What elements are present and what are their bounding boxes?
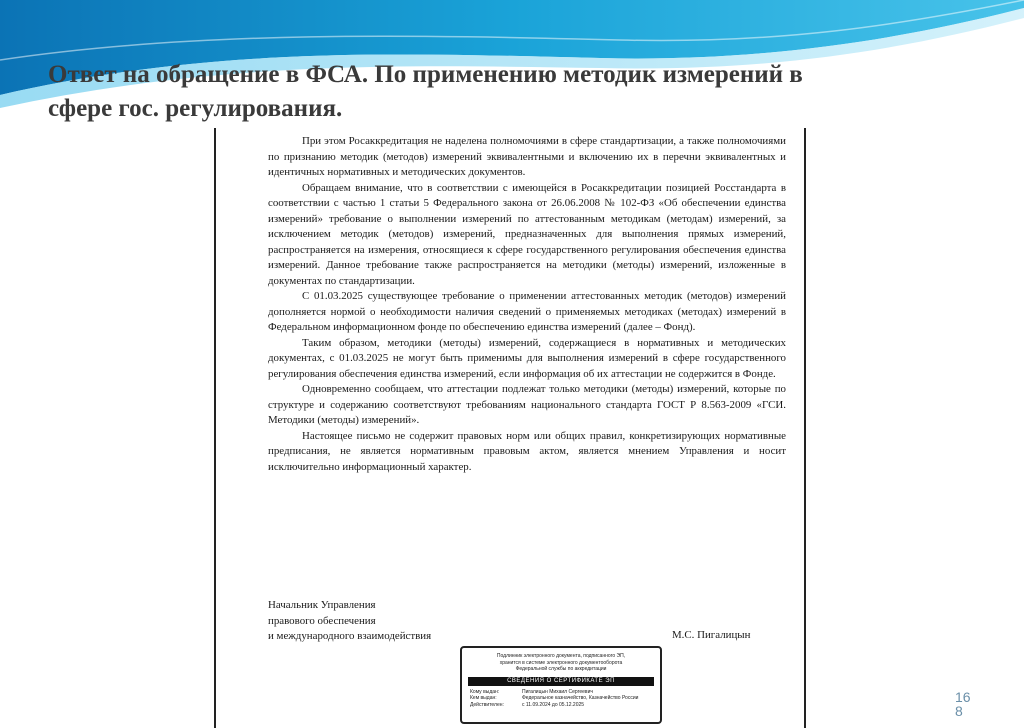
letter-paragraph: Одновременно сообщаем, что аттестации подлежат только методики (методы) измерений, которые по структуре и содержанию соответствуют требованиям национального стандарта ГОСТ Р 8.563-2009 «ГСИ. Методики (методы) измерений». xyxy=(268,383,786,426)
stamp-note-line: Федеральной службы по аккредитации xyxy=(515,666,607,673)
letter-paragraph: С 01.03.2025 существующее требование о применении аттестованных методик (методов) измерений дополняется нормой о необходимости наличия сведений о применяемых методиках (методах) измерений в Федеральном информационном фонде по обеспечению единства измерений (далее – Фонд). xyxy=(268,290,786,333)
stamp-note-line: Подлинник электронного документа, подписанного ЭП, xyxy=(496,653,626,659)
stamp-row xyxy=(462,702,660,709)
signatory-position-line: и международного взаимодействия xyxy=(268,630,432,642)
letter-body xyxy=(268,134,786,475)
stamp-row-value: Пигалицын Михаил Сергеевич xyxy=(522,688,593,695)
signatory-name: М.С. Пигалицын xyxy=(672,629,751,641)
stamp-row xyxy=(462,695,660,702)
stamp-header: СВЕДЕНИЯ О СЕРТИФИКАТЕ ЭП xyxy=(468,677,654,686)
letter-paragraph: Настоящее письмо не содержит правовых норм или общих правил, конкретизирующих нормативные предписания, не является нормативным правовым актом, является мнением Управления и носит исключительно информационный характер. xyxy=(268,429,786,473)
scanned-letter xyxy=(214,128,806,728)
stamp-row-label: Действителен: xyxy=(470,701,504,708)
stamp-row-label: Кому выдан: xyxy=(470,688,500,695)
stamp-row-value: с 11.09.2024 до 05.12.2025 xyxy=(522,701,585,708)
stamp-note-line: хранится в системе электронного документооборота xyxy=(499,659,623,666)
letter-paragraph: Обращаем внимание, что в соответствии с имеющейся в Росаккредитации позицией Росстандарта в соответствии с частью 1 статьи 5 Федерального закона от 26.06.2008 № 102-ФЗ «Об обеспечении единства измерений» требование о выполнении измерений по аттестованным методикам (методам) измерений, за исключением методик (методов) измерений, предназначенных для выполнения прямых измерений, распространяется на измерения, относящиеся к сфере государственного регулирования обеспечения единства измерений. Данное требование также распространяется на методики (методы) измерений, изложенные в документах по стандартизации. xyxy=(268,181,786,287)
signatory-position xyxy=(268,598,528,645)
page-number: 168 xyxy=(955,689,971,719)
letter-paragraph: При этом Росаккредитация не наделена полномочиями в сфере стандартизации, а также полномочиями по признанию методик (методов) измерений эквивалентными и включению их в перечни эквивалентных и идентичных нормативных и методических документов. xyxy=(268,135,786,178)
signatory-position-line: правового обеспечения xyxy=(268,614,376,627)
letter-paragraph: Таким образом, методики (методы) измерений, содержащиеся в нормативных и методических документах, с 01.03.2025 не могут быть применимы для выполнения измерений в сфере государственного регулирования обеспечения единства измерений, если информация об их аттестации не содержится в Фонде. xyxy=(268,336,786,380)
signatory-position-line: Начальник Управления xyxy=(268,599,376,611)
slide-title: Ответ на обращение в ФСА. По применению методик измерений в сфере гос. регулирования. xyxy=(48,61,803,122)
stamp-row-label: Кем выдан: xyxy=(470,695,497,702)
e-signature-stamp xyxy=(460,646,662,724)
stamp-row-value: Федеральное казначейство, Казначейство России xyxy=(522,695,639,702)
stamp-note xyxy=(462,648,660,673)
